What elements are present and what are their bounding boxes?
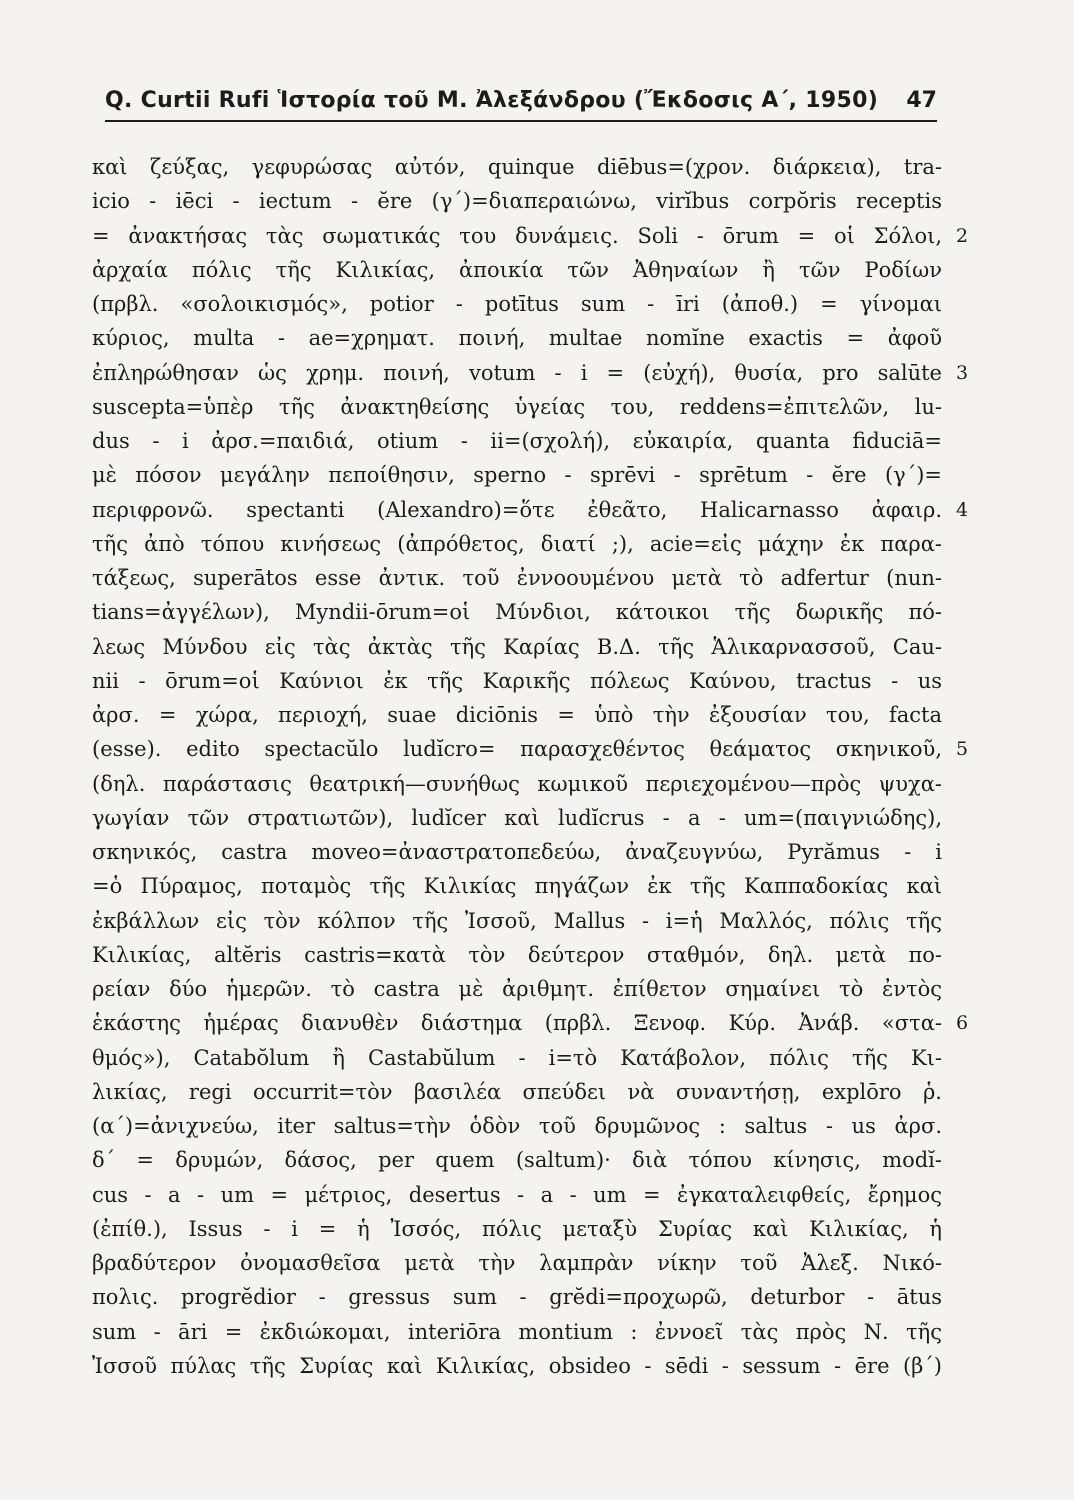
text-line: ἀρχαία πόλις τῆς Κιλικίας, ἀποικία τῶν Ἀθηναίων ἢ τῶν Ροδίων bbox=[92, 257, 942, 282]
text-line: (α΄)=ἀνιχνεύω, iter saltus=τὴν ὁδὸν τοῦ δρυμῶνος : saltus - us ἀρσ. bbox=[92, 1114, 942, 1138]
text-line: περιφρονῶ. spectanti (Alexandro)=ὅτε ἐθεᾶτο, Halicarnasso ἀφαιρ. bbox=[92, 497, 942, 522]
text-line: sum - āri = ἐκδιώκομαι, interiōra montium : ἐννοεῖ τὰς πρὸς Ν. τῆς bbox=[92, 1319, 942, 1344]
text-line: nii - ōrum=οἱ Καύνιοι ἐκ τῆς Καρικῆς πόλεως Καύνου, tractus - us bbox=[92, 668, 942, 693]
text-line: σκηνικός, castra moveo=ἀναστρατοπεδεύω, ἀναζευγνύω, Pyrămus - i bbox=[92, 840, 942, 864]
text-line: καὶ ζεύξας, γεφυρώσας αὐτόν, quinque diēbus=(χρον. διάρκεια), tra- bbox=[92, 155, 942, 179]
text-line: (esse). edito spectacŭlo ludĭcro= παρασχεθέντος θεάματος σκηνικοῦ, bbox=[92, 737, 942, 762]
text-line: γωγίαν τῶν στρατιωτῶν), ludĭcer καὶ ludĭcrus - a - um=(παιγνιώδης), bbox=[92, 805, 942, 830]
text-line: suscepta=ὑπὲρ τῆς ἀνακτηθείσης ὑγείας του, reddens=ἐπιτελῶν, lu- bbox=[92, 394, 942, 419]
text-line: Ἰσσοῦ πύλας τῆς Συρίας καὶ Κιλικίας, obsideo - sēdi - sessum - ēre (β΄) bbox=[92, 1353, 942, 1378]
text-line: Κιλικίας, altĕris castris=κατὰ τὸν δεύτερον σταθμόν, δηλ. μετὰ πο- bbox=[92, 942, 942, 967]
text-line: cus - a - um = μέτριος, desertus - a - um = ἐγκαταλειφθείς, ἔρημος bbox=[92, 1182, 942, 1207]
text-line: = ἀνακτήσας τὰς σωματικάς του δυνάμεις. Soli - ōrum = οἱ Σόλοι, bbox=[92, 223, 942, 248]
text-line: tians=ἀγγέλων), Myndii-ōrum=οἱ Μύνδιοι, κάτοικοι τῆς δωρικῆς πό- bbox=[92, 600, 942, 625]
text-line: ἀρσ. = χώρα, περιοχή, suae diciōnis = ὑπὸ τὴν ἐξουσίαν του, facta bbox=[92, 703, 942, 727]
text-line: λικίας, regi occurrit=τὸν βασιλέα σπεύδει νὰ συναντήσῃ, explōro ῥ. bbox=[92, 1079, 942, 1104]
text-line: ρείαν δύο ἡμερῶν. τὸ castra μὲ ἀριθμητ. ἐπίθετον σημαίνει τὸ ἐντὸς bbox=[92, 977, 942, 1001]
text-line: ἐπληρώθησαν ὡς χρημ. ποινή, votum - i = (εὐχή), θυσία, pro salūte bbox=[92, 360, 942, 385]
page-number: 47 bbox=[906, 88, 937, 113]
text-line: dus - i ἀρσ.=παιδιά, otium - ii=(σχολή), εὐκαιρία, quanta fiduciā= bbox=[92, 429, 942, 453]
text-line: λεως Μύνδου εἰς τὰς ἀκτὰς τῆς Καρίας Β.Δ. τῆς Ἁλικαρνασσοῦ, Cau- bbox=[92, 634, 942, 659]
text-line: (δηλ. παράστασις θεατρική—συνήθως κωμικοῦ περιεχομένου—πρὸς ψυχα- bbox=[92, 771, 942, 796]
text-line: τῆς ἀπὸ τόπου κινήσεως (ἀπρόθετος, διατί ;), acie=εἰς μάχην ἐκ παρα- bbox=[92, 531, 942, 556]
text-line: βραδύτερον ὀνομασθεῖσα μετὰ τὴν λαμπρὰν νίκην τοῦ Ἀλεξ. Νικό- bbox=[92, 1251, 942, 1275]
text-line: (ἐπίθ.), Issus - i = ἡ Ἰσσός, πόλις μεταξὺ Συρίας καὶ Κιλικίας, ἡ bbox=[92, 1216, 942, 1241]
text-line: (πρβλ. «σολοικισμός», potior - potītus sum - īri (ἀποθ.) = γίνομαι bbox=[92, 292, 942, 316]
text-line: κύριος, multa - ae=χρηματ. ποινή, multae nomĭne exactis = ἀφοῦ bbox=[92, 326, 942, 351]
body-text bbox=[92, 150, 942, 1383]
text-line: πολις. progrĕdior - gressus sum - grĕdi=προχωρῶ, deturbor - ātus bbox=[92, 1285, 942, 1310]
section-number: 4 bbox=[956, 498, 969, 521]
header-title: Q. Curtii Rufi Ἱστορία τοῦ Μ. Ἀλεξάνδρου (Ἔκδοσις Α΄, 1950) bbox=[105, 88, 879, 113]
text-line: icio - iēci - iectum - ĕre (γ΄)=διαπεραιώνω, virĭbus corpŏris receptis bbox=[92, 189, 942, 214]
text-line: ἐκβάλλων εἰς τὸν κόλπον τῆς Ἰσσοῦ, Mallus - i=ἡ Μαλλός, πόλις τῆς bbox=[92, 908, 942, 933]
text-line: ἑκάστης ἡμέρας διανυθὲν διάστημα (πρβλ. Ξενοφ. Κύρ. Ἀνάβ. «στα- bbox=[92, 1011, 942, 1036]
text-line: μὲ πόσον μεγάλην πεποίθησιν, sperno - sprēvi - sprētum - ĕre (γ΄)= bbox=[92, 463, 942, 488]
section-number: 5 bbox=[956, 738, 969, 761]
text-line: θμός»), Catabŏlum ἢ Castabŭlum - i=τὸ Κατάβολον, πόλις τῆς Κι- bbox=[92, 1045, 942, 1070]
section-number: 3 bbox=[956, 361, 969, 384]
text-line: =ὁ Πύραμος, ποταμὸς τῆς Κιλικίας πηγάζων ἐκ τῆς Καππαδοκίας καὶ bbox=[92, 874, 942, 899]
section-number: 2 bbox=[956, 224, 969, 247]
running-header bbox=[105, 86, 937, 122]
text-line: τάξεως, superātos esse ἀντικ. τοῦ ἐννοουμένου μετὰ τὸ adfertur (nun- bbox=[92, 566, 942, 590]
text-line: δ΄ = δρυμών, δάσος, per quem (saltum)· διὰ τόπου κίνησις, modĭ- bbox=[92, 1148, 942, 1173]
section-number: 6 bbox=[956, 1012, 969, 1035]
